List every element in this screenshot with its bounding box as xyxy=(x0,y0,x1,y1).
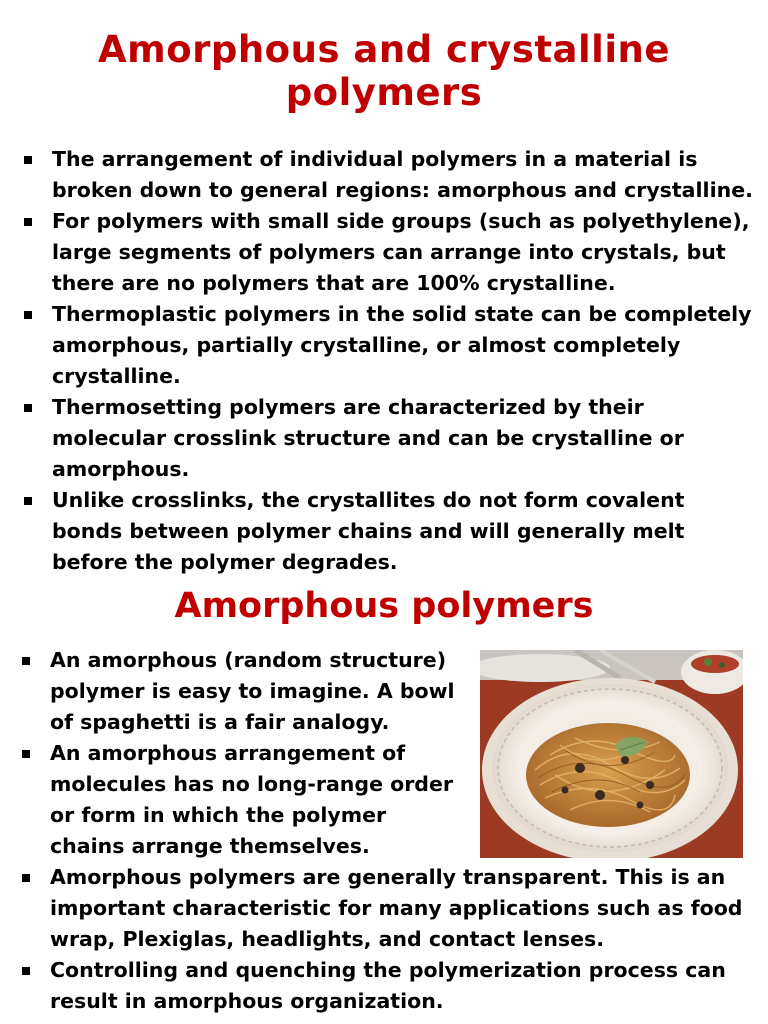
amorphous-full-bullet-list xyxy=(20,862,760,1017)
intro-bullet-list xyxy=(22,144,757,578)
amorphous-side-bullet-list xyxy=(20,645,460,862)
list-item: The arrangement of individual polymers in a material is broken down to general regions: amorphous and crystalline. xyxy=(22,144,757,206)
list-item: Thermosetting polymers are characterized by their molecular crosslink structure and can be crystalline or amorphous. xyxy=(22,392,757,485)
section-heading: Amorphous polymers xyxy=(174,586,594,626)
list-item: For polymers with small side groups (such as polyethylene), large segments of polymers can arrange into crystals, but there are no polymers that are 100% crystalline. xyxy=(22,206,757,299)
list-item: An amorphous arrangement of molecules has no long-range order or form in which the polymer chains arrange themselves. xyxy=(20,738,460,862)
list-item: Amorphous polymers are generally transparent. This is an important characteristic for many applications such as food wrap, Plexiglas, headlights, and contact lenses. xyxy=(20,862,760,955)
list-item: Thermoplastic polymers in the solid state can be completely amorphous, partially crystalline, or almost completely crystalline. xyxy=(22,299,757,392)
list-item: Controlling and quenching the polymerization process can result in amorphous organization. xyxy=(20,955,760,1017)
spaghetti-bowl-photo xyxy=(480,650,743,858)
page-title: Amorphous and crystalline polymers xyxy=(98,28,670,114)
list-item: Unlike crosslinks, the crystallites do not form covalent bonds between polymer chains and will generally melt before the polymer degrades. xyxy=(22,485,757,578)
list-item: An amorphous (random structure) polymer is easy to imagine. A bowl of spaghetti is a fair analogy. xyxy=(20,645,460,738)
